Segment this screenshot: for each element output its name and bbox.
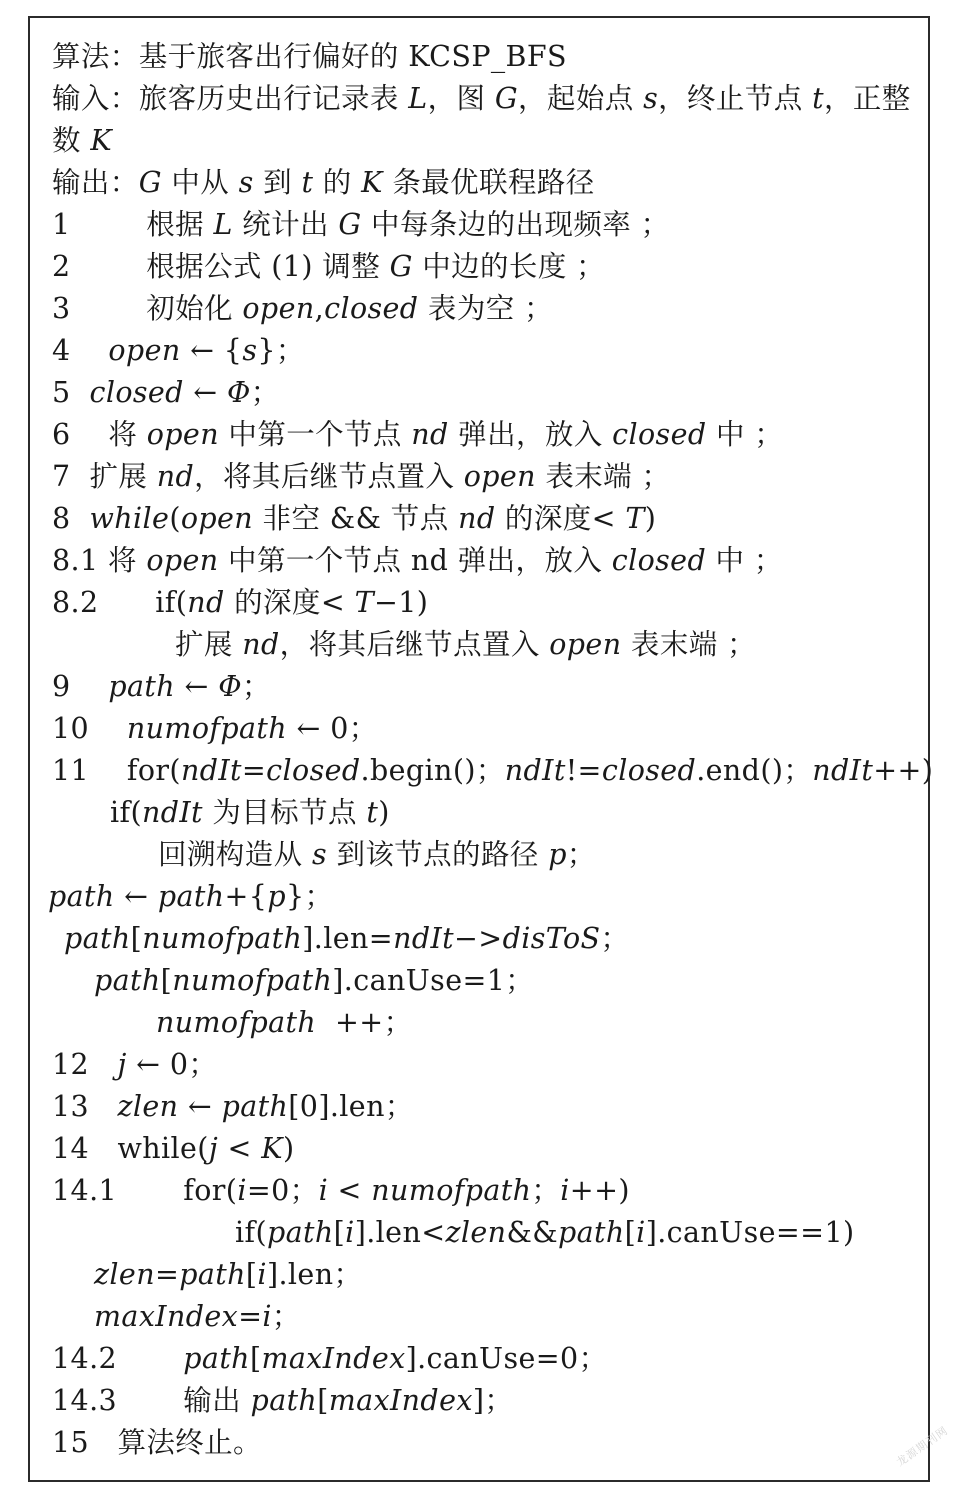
math-symbol: ndIt <box>393 922 454 955</box>
line-text: ，将其后继节点置入 <box>279 628 550 661</box>
math-symbol: open <box>549 628 622 661</box>
math-symbol: nd <box>411 418 449 451</box>
math-symbol: open <box>146 544 219 577</box>
line-text: }； <box>285 880 334 913</box>
math-symbol: ndIt <box>141 796 203 829</box>
math-symbol: path <box>557 1216 625 1249</box>
line-text: ].canUse=1； <box>332 964 535 997</box>
line-text: 5 <box>52 376 90 409</box>
math-symbol: path <box>157 880 225 913</box>
line-text: = <box>241 754 267 787</box>
line-text: ].canUse==1) <box>645 1216 855 1249</box>
line-text: if( <box>235 1216 267 1249</box>
algorithm-line <box>48 876 333 918</box>
line-text: [ <box>624 1216 637 1249</box>
math-symbol: numofpath <box>156 1006 317 1039</box>
line-text: 13 <box>52 1090 118 1123</box>
line-text: 算法：基于旅客出行偏好的 KCSP_BFS <box>52 40 567 73</box>
algorithm-line <box>52 1422 262 1464</box>
algorithm-line <box>158 834 596 876</box>
line-text: +{ <box>224 880 268 913</box>
line-text: 中第一个节点 <box>218 418 412 451</box>
line-text: ++； <box>316 1006 413 1039</box>
line-text: 14.2 <box>52 1342 184 1375</box>
math-symbol: s <box>242 334 258 367</box>
line-text: ，正整 <box>823 82 911 115</box>
math-symbol: nd <box>458 502 496 535</box>
line-text: [ <box>160 964 173 997</box>
math-symbol: zlen <box>445 1216 507 1249</box>
line-text: 10 <box>52 712 127 745</box>
math-symbol: i <box>345 1216 355 1249</box>
line-text: −1) <box>374 586 429 619</box>
math-symbol: closed <box>612 418 707 451</box>
line-text: 7 扩展 <box>52 460 157 493</box>
algorithm-line <box>52 414 783 456</box>
line-text: 条最优联程路径 <box>382 166 595 199</box>
line-text: 回溯构造从 <box>158 838 312 871</box>
math-symbol: i <box>318 1174 329 1207</box>
math-symbol: i <box>237 1174 247 1207</box>
math-symbol: zlen <box>94 1258 155 1291</box>
line-text: 14 while( <box>52 1132 209 1165</box>
math-symbol: path <box>48 880 115 913</box>
algorithm-line <box>52 120 112 162</box>
line-text: ← <box>114 880 158 913</box>
math-symbol: i <box>560 1174 570 1207</box>
math-symbol: K <box>90 124 113 157</box>
line-text: , <box>314 292 325 325</box>
line-text: [ <box>317 1384 329 1417</box>
line-text: ； <box>250 376 280 409</box>
algorithm-line <box>235 1212 855 1254</box>
line-text: 8 <box>52 502 90 535</box>
line-text: 1 根据 <box>52 208 214 241</box>
math-symbol: t <box>301 166 314 199</box>
algorithm-line <box>52 330 305 372</box>
line-text: ，终止节点 <box>658 82 813 115</box>
math-symbol: j <box>117 1048 127 1081</box>
line-text: ，起始点 <box>518 82 644 115</box>
line-text: 为目标节点 <box>202 796 367 829</box>
math-symbol: ndIt <box>180 754 242 787</box>
math-symbol: open <box>146 418 219 451</box>
line-text: 的 <box>313 166 362 199</box>
math-symbol: open <box>108 334 181 367</box>
math-symbol: numofpath <box>172 964 333 997</box>
line-text: if( <box>110 796 142 829</box>
algorithm-line <box>52 1380 513 1422</box>
line-text: ← { <box>180 334 243 367</box>
line-text: 表为空 ； <box>418 292 553 325</box>
line-text: 统计出 <box>232 208 339 241</box>
line-text: 14.1 for( <box>52 1174 238 1207</box>
math-symbol: open <box>180 502 254 535</box>
line-text: 9 <box>52 670 109 703</box>
line-text: 表末端 ； <box>535 460 671 493</box>
line-text: 3 初始化 <box>52 292 243 325</box>
math-symbol: K <box>261 1132 283 1165</box>
line-text: ++) <box>569 1174 630 1207</box>
line-text: 扩展 <box>175 628 243 661</box>
line-text: ) <box>282 1132 295 1165</box>
math-symbol: G <box>138 166 162 199</box>
math-symbol: i <box>636 1216 646 1249</box>
line-text: 12 <box>52 1048 118 1081</box>
line-text: }； <box>257 334 305 367</box>
math-symbol: path <box>183 1342 250 1375</box>
line-text: 输出： <box>52 166 139 199</box>
math-symbol: L <box>213 208 233 241</box>
line-text: 4 <box>52 334 109 367</box>
line-text: ； <box>242 670 271 703</box>
line-text: ].len； <box>266 1258 363 1291</box>
line-text: 的深度< <box>224 586 355 619</box>
line-text: 中边的长度 ； <box>412 250 606 283</box>
algorithm-box <box>28 16 934 1482</box>
math-symbol: nd <box>156 460 195 493</box>
line-text: 中每条边的出现频率 ； <box>361 208 670 241</box>
math-symbol: s <box>311 838 327 871</box>
line-text: 的深度< <box>495 502 626 535</box>
line-text: [ <box>245 1258 258 1291</box>
line-text: 弹出，放入 <box>448 418 613 451</box>
line-text: [ <box>333 1216 346 1249</box>
line-text: =0； <box>246 1174 319 1207</box>
algorithm-line <box>52 1338 607 1380</box>
math-symbol: s <box>238 166 254 199</box>
math-symbol: p <box>548 838 567 871</box>
line-text: ) <box>644 502 657 535</box>
algorithm-line <box>64 918 629 960</box>
algorithm-line <box>52 1128 295 1170</box>
math-symbol: numofpath <box>142 922 303 955</box>
algorithm-line <box>52 162 595 204</box>
line-text: 中 ； <box>706 544 783 577</box>
math-symbol: j <box>208 1132 219 1165</box>
line-text: 中第一个节点 nd 弹出，放入 <box>218 544 612 577</box>
math-symbol: open <box>242 292 315 325</box>
math-symbol: zlen <box>117 1090 179 1123</box>
line-text: ].canUse=0； <box>405 1342 608 1375</box>
math-symbol: ndIt <box>812 754 874 787</box>
line-text: = <box>154 1258 180 1291</box>
algorithm-line <box>52 540 783 582</box>
math-symbol: numofpath <box>126 712 287 745</box>
math-symbol: T <box>625 502 645 535</box>
line-text: 到 <box>253 166 302 199</box>
line-text: ； <box>531 1174 561 1207</box>
algorithm-line <box>52 372 280 414</box>
math-symbol: path <box>64 922 131 955</box>
math-symbol: open <box>463 460 536 493</box>
algorithm-line <box>52 36 567 78</box>
line-text: && <box>506 1216 558 1249</box>
math-symbol: closed <box>324 292 419 325</box>
line-text: [ <box>249 1342 262 1375</box>
math-symbol: K <box>361 166 383 199</box>
line-text: ← 0； <box>126 1048 218 1081</box>
line-text: ； <box>566 838 596 871</box>
math-symbol: ndIt <box>504 754 566 787</box>
algorithm-line <box>52 666 271 708</box>
line-text: 8.1 将 <box>52 544 147 577</box>
line-text: ← <box>175 670 219 703</box>
algorithm-line <box>94 1254 362 1296</box>
math-symbol: path <box>221 1090 289 1123</box>
algorithm-line <box>52 78 911 120</box>
math-symbol: G <box>389 250 413 283</box>
math-symbol: i <box>262 1300 272 1333</box>
line-text: 14.3 输出 <box>52 1384 251 1417</box>
math-symbol: t <box>812 82 824 115</box>
algorithm-line <box>52 1170 630 1212</box>
line-text: −> <box>454 922 503 955</box>
math-symbol: T <box>354 586 374 619</box>
math-symbol: maxIndex <box>94 1300 239 1333</box>
line-text: ← <box>178 1090 222 1123</box>
line-text: = <box>238 1300 263 1333</box>
line-text: 非空 && 节点 <box>253 502 459 535</box>
math-symbol: Φ <box>227 376 251 409</box>
line-text: .end()； <box>696 754 813 787</box>
line-text: < <box>218 1132 262 1165</box>
algorithm-line <box>52 288 553 330</box>
math-symbol: path <box>179 1258 246 1291</box>
line-text: 中 ； <box>706 418 784 451</box>
line-text: ].len= <box>302 922 394 955</box>
algorithm-line <box>110 792 390 834</box>
line-text: ，图 <box>427 82 495 115</box>
math-symbol: nd <box>242 628 280 661</box>
algorithm-line <box>52 456 670 498</box>
math-symbol: maxIndex <box>328 1384 473 1417</box>
line-text: ，将其后继节点置入 <box>194 460 464 493</box>
math-symbol: disToS <box>502 922 601 955</box>
algorithm-line <box>94 1296 301 1338</box>
math-symbol: Φ <box>218 670 242 703</box>
line-text: ]； <box>472 1384 514 1417</box>
math-symbol: closed <box>266 754 361 787</box>
algorithm-line <box>52 1086 414 1128</box>
line-text: ； <box>271 1300 301 1333</box>
line-text: 6 将 <box>52 418 147 451</box>
math-symbol: p <box>267 880 286 913</box>
math-symbol: t <box>366 796 379 829</box>
line-text: 2 根据公式 (1) 调整 <box>52 250 390 283</box>
line-text: != <box>565 754 602 787</box>
line-text: ← <box>183 376 228 409</box>
algorithm-line <box>52 708 378 750</box>
math-symbol: path <box>250 1384 318 1417</box>
math-symbol: numofpath <box>371 1174 532 1207</box>
line-text: 11 for( <box>52 754 181 787</box>
line-text: < <box>328 1174 372 1207</box>
math-symbol: closed <box>601 754 697 787</box>
line-text: ← 0； <box>287 712 378 745</box>
math-symbol: nd <box>187 586 225 619</box>
math-symbol: G <box>338 208 362 241</box>
line-text: 数 <box>52 124 91 157</box>
math-symbol: closed <box>89 376 184 409</box>
algorithm-line <box>156 1002 412 1044</box>
math-symbol: path <box>94 964 161 997</box>
math-symbol: path <box>266 1216 334 1249</box>
math-symbol: path <box>108 670 176 703</box>
line-text: 中从 <box>161 166 239 199</box>
watermark: 龙源期刊网 <box>893 1423 951 1469</box>
math-symbol: i <box>257 1258 267 1291</box>
algorithm-line <box>52 204 670 246</box>
line-text: [ <box>130 922 143 955</box>
math-symbol: maxIndex <box>261 1342 406 1375</box>
algorithm-line <box>52 1044 217 1086</box>
math-symbol: L <box>408 82 428 115</box>
line-text: [0].len； <box>288 1090 414 1123</box>
math-symbol: s <box>643 82 659 115</box>
line-text: ( <box>169 502 181 535</box>
algorithm-line <box>52 246 605 288</box>
math-symbol: closed <box>611 544 707 577</box>
line-text: ++) <box>873 754 934 787</box>
algorithm-line <box>52 498 656 540</box>
line-text: ； <box>600 922 630 955</box>
line-text: 到该节点的路径 <box>327 838 549 871</box>
algorithm-line <box>94 960 534 1002</box>
math-symbol: G <box>494 82 519 115</box>
algorithm-line <box>175 624 756 666</box>
line-text: ) <box>378 796 390 829</box>
line-text: 8.2 if( <box>52 586 188 619</box>
line-text: ].len< <box>354 1216 446 1249</box>
algorithm-line <box>52 750 933 792</box>
algorithm-line <box>52 582 428 624</box>
line-text: 输入：旅客历史出行记录表 <box>52 82 409 115</box>
line-text: 表末端 ； <box>621 628 756 661</box>
line-text: .begin()； <box>360 754 505 787</box>
math-symbol: while <box>89 502 170 535</box>
line-text: 15 算法终止。 <box>52 1426 262 1459</box>
